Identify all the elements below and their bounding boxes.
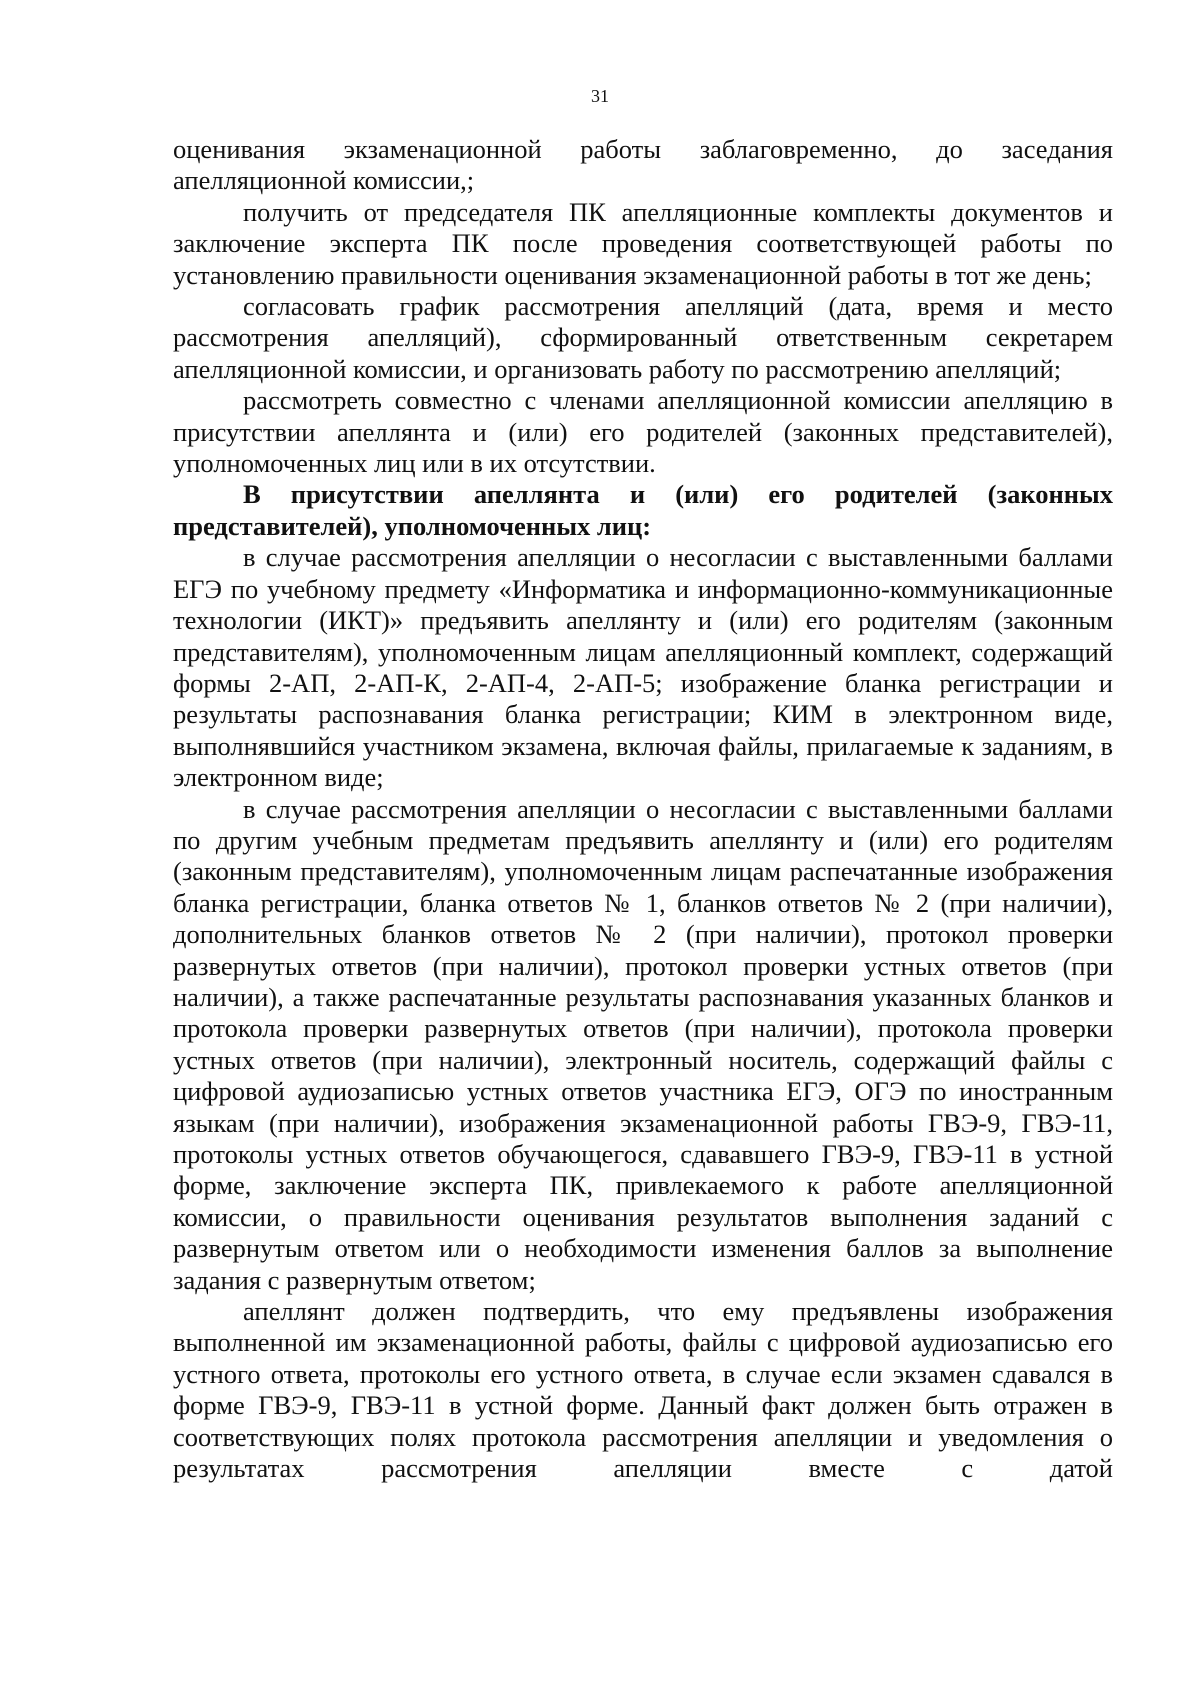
paragraph-informatics-appeal: в случае рассмотрения апелляции о несогласии с выставленными баллами ЕГЭ по учебному предмету «Информатика и информационно-коммуникационные технологии (ИКТ)» предъявить апеллянту и (или) его родителям (законным представителям), уполномоченным лицам апелляционный комплект, содержащий формы 2-АП, 2-АП-К, 2-АП-4, 2-АП-5; изображение бланка регистрации и результаты распознавания бланка регистрации; КИМ в электронном виде, выполнявшийся участником экзамена, включая файлы, прилагаемые к заданиям, в электронном виде; <box>173 542 1113 793</box>
paragraph-other-subjects-appeal: в случае рассмотрения апелляции о несогласии с выставленными баллами по другим учебным предметам предъявить апеллянту и (или) его родителям (законным представителям), уполномоченным лицам распечатанные изображения бланка регистрации, бланка ответов № 1, бланков ответов № 2 (при наличии), дополнительных бланков ответов № 2 (при наличии), протокол проверки развернутых ответов (при наличии), протокол проверки устных ответов (при наличии), а также распечатанные результаты распознавания указанных бланков и протокола проверки развернутых ответов (при наличии), протокола проверки устных ответов (при наличии), электронный носитель, содержащий файлы с цифровой аудиозаписью устных ответов участника ЕГЭ, ОГЭ по иностранным языкам (при наличии), изображения экзаменационной работы ГВЭ-9, ГВЭ-11, протоколы устных ответов обучающегося, сдававшего ГВЭ-9, ГВЭ-11 в устной форме, заключение эксперта ПК, привлекаемого к работе апелляционной комиссии, о правильности оценивания результатов выполнения заданий с развернутым ответом или о необходимости изменения баллов за выполнение задания с развернутым ответом; <box>173 793 1113 1295</box>
paragraph-review-appeal: рассмотреть совместно с членами апелляционной комиссии апелляцию в присутствии апеллянта и (или) его родителей (законных представителей), уполномоченных лиц или в их отсутствии. <box>173 385 1113 479</box>
paragraph-heading-in-presence: В присутствии апеллянта и (или) его родителей (законных представителей), уполномоченных лиц: <box>173 479 1113 541</box>
paragraph-appellant-confirmation: апеллянт должен подтвердить, что ему предъявлены изображения выполненной им экзаменационной работы, файлы с цифровой аудиозаписью его устного ответа, протоколы его устного ответа, в случае если экзамен сдавался в форме ГВЭ-9, ГВЭ-11 в устной форме. Данный факт должен быть отражен в соответствующих полях протокола рассмотрения апелляции и уведомления о результатах рассмотрения апелляции вместе с датой <box>173 1296 1113 1484</box>
paragraph-receive-appeal-kits: получить от председателя ПК апелляционные комплекты документов и заключение эксперта ПК после проведения соответствующей работы по установлению правильности оценивания экзаменационной работы в тот же день; <box>173 196 1113 290</box>
document-body <box>173 134 1113 1484</box>
paragraph-agree-schedule: согласовать график рассмотрения апелляций (дата, время и место рассмотрения апелляций), сформированный ответственным секретарем апелляционной комиссии, и организовать работу по рассмотрению апелляций; <box>173 291 1113 384</box>
page-number: 31 <box>591 86 609 106</box>
paragraph-assessment-continuation: оценивания экзаменационной работы заблаговременно, до заседания апелляционной комиссии,; <box>173 134 1113 196</box>
